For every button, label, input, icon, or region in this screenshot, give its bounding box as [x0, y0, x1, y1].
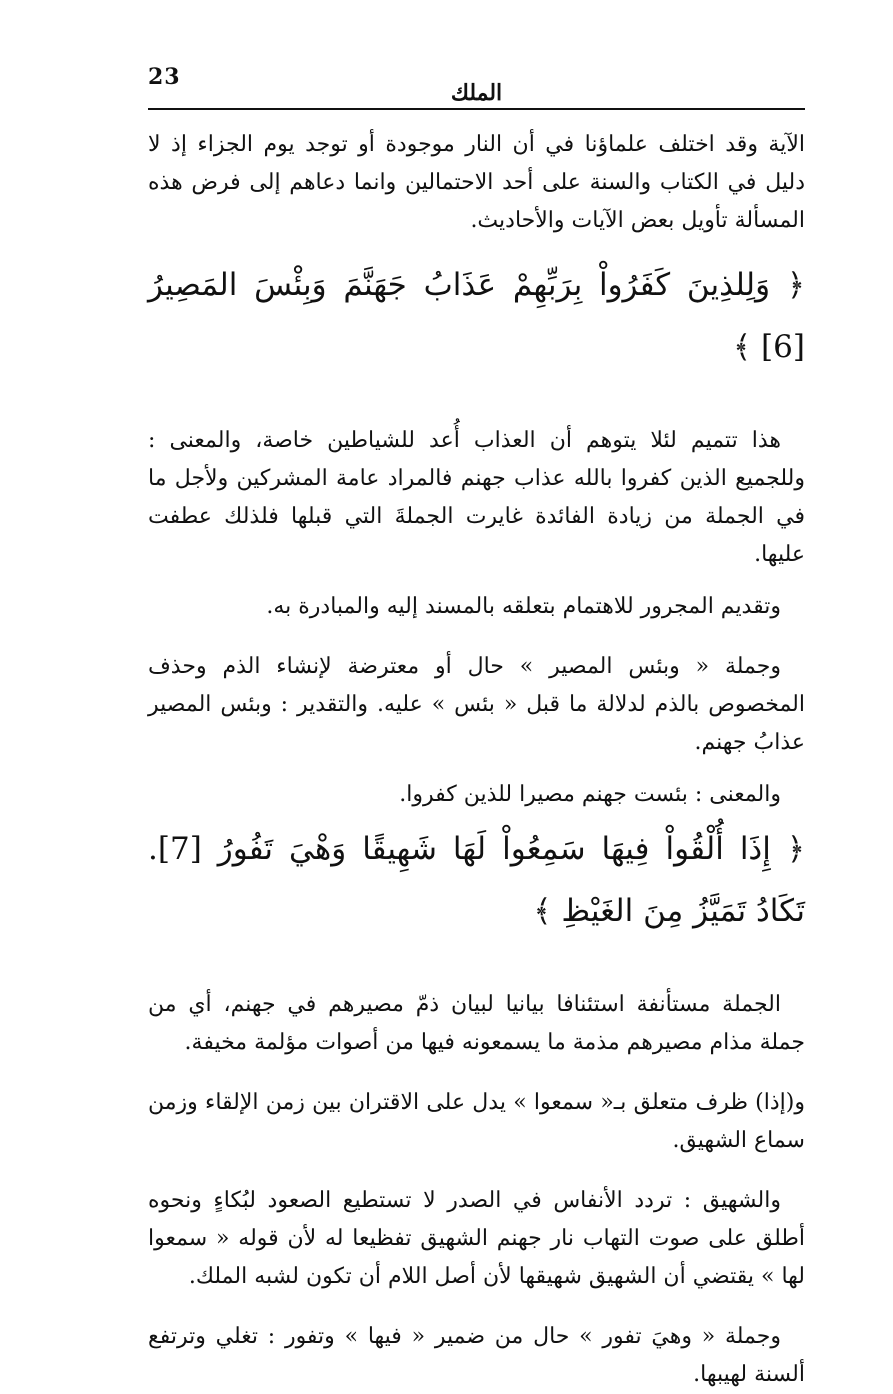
- paragraph-7: و(إذا) ظرف متعلق بـ« سمعوا » يدل على الاقتران بين زمن الإلقاء وزمن سماع الشهيق.: [148, 1090, 805, 1153]
- paragraph-8: والشهيق : تردد الأنفاس في الصدر لا تستطيع الصعود لبُكاءٍ ونحوه أطلق على صوت التهاب نار جهنم الشهيق تفظيعا له لأن قوله « سمعوا لها » يقتضي أن الشهيق شهيقها لأن أصل اللام أن تكون لشبه الملك.: [148, 1188, 805, 1289]
- paragraph-2: هذا تتميم لئلا يتوهم أن العذاب أُعد للشياطين خاصة، والمعنى : وللجميع الذين كفروا بالله عذاب جهنم فالمراد عامة المشركين ولأجل ما في الجملة من زيادة الفائدة غايرت الجملةَ التي قبلها فلذلك عطفت عليها.: [148, 428, 805, 567]
- quran-verse-1: ﴿ وَلِلذِينَ كَفَرُواْ بِرَبِّهِمْ عَذَابُ جَهَنَّمَ وَبِئْسَ المَصِيرُ [6] ﴾: [148, 267, 805, 365]
- paragraph-1: الآية وقد اختلف علماؤنا في أن النار موجودة أو توجد يوم الجزاء إذ لا دليل في الكتاب والسنة على أحد الاحتمالين وانما دعاهم إلى فرض هذه المسألة تأويل بعض الآيات والأحاديث.: [148, 132, 805, 233]
- page-header: [148, 0, 805, 112]
- page-number: 23: [148, 64, 181, 90]
- quran-verse-2: ﴿ إِذَا أُلْقُواْ فِيهَا سَمِعُواْ لَهَا شَهِيقًا وَهْيَ تَفُورُ [7]. تَكَادُ تَمَيَّزُ مِنَ الغَيْظِ ﴾: [148, 831, 805, 929]
- page-body: [148, 126, 805, 1394]
- header-rule: [148, 108, 805, 110]
- paragraph-4: وجملة « وبئس المصير » حال أو معترضة لإنشاء الذم وحذف المخصوص بالذم لدلالة ما قبل « بئس » عليه. والتقدير : وبئس المصير عذابُ جهنم.: [148, 654, 805, 755]
- paragraph-9: وجملة « وهيَ تفور » حال من ضمير « فيها » وتفور : تغلي وترتفع ألسنة لهيبها.: [148, 1324, 805, 1387]
- running-title: الملك: [450, 80, 503, 106]
- paragraph-5: والمعنى : بئست جهنم مصيرا للذين كفروا.: [399, 782, 781, 807]
- paragraph-6: الجملة مستأنفة استئنافا بيانيا لبيان ذمّ مصيرهم في جهنم، أي من جملة مذام مصيرهم مذمة ما يسمعونه فيها من أصوات مؤلمة مخيفة.: [148, 992, 805, 1055]
- paragraph-3: وتقديم المجرور للاهتمام بتعلقه بالمسند إليه والمبادرة به.: [266, 594, 781, 619]
